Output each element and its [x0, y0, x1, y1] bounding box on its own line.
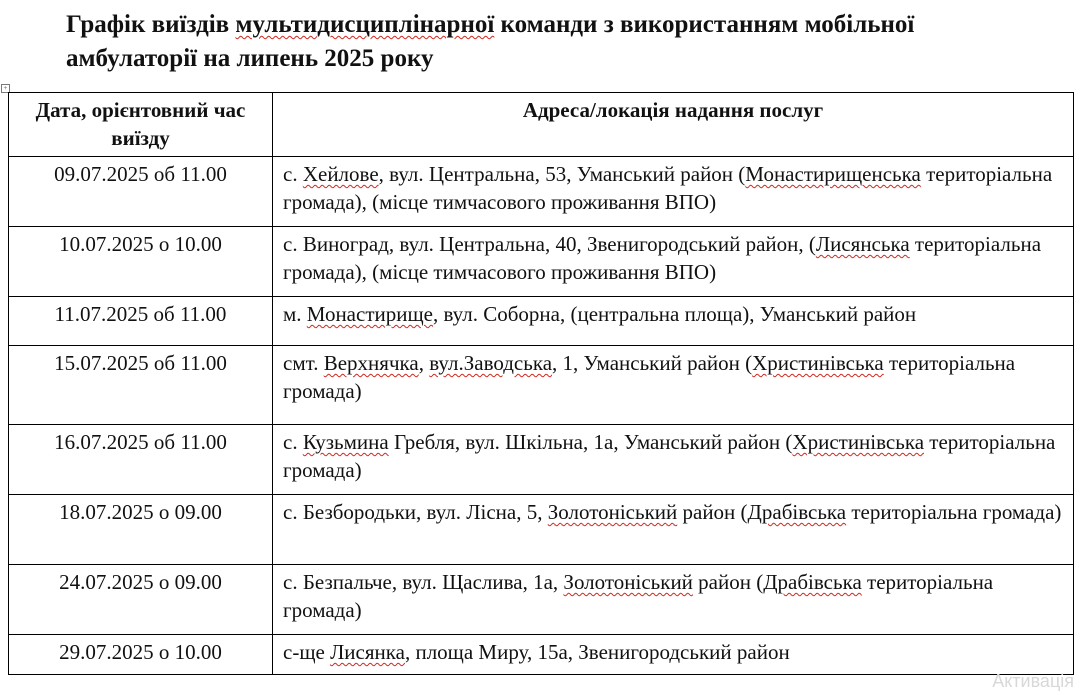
header-date: Дата, орієнтовний час виїзду	[9, 93, 273, 157]
title-line1-a: Графік виїздів	[66, 11, 236, 38]
row-address	[273, 157, 1074, 227]
title-line1-c: команди з використанням мобільної	[494, 11, 915, 38]
spellcheck-word: Кузьмина	[302, 430, 389, 454]
row-address	[273, 297, 1074, 346]
document-title	[66, 8, 1056, 76]
address-text: ,	[418, 351, 430, 375]
row-date: 16.07.2025 об 11.00	[9, 425, 273, 495]
table-row	[9, 227, 1074, 297]
address-text: територіальна громада), (місце тимчасового проживання ВПО)	[283, 162, 1053, 214]
spellcheck-word: Христинівська	[792, 430, 925, 454]
address-text: , вул. Соборна, (центральна площа), Уманський район	[432, 302, 917, 326]
table-header-row	[9, 93, 1074, 157]
activation-watermark: Активація	[992, 671, 1074, 691]
spellcheck-word: Христинівська	[752, 351, 884, 375]
row-address	[273, 227, 1074, 297]
row-date: 10.07.2025 о 10.00	[9, 227, 273, 297]
row-address	[273, 635, 1074, 675]
spellcheck-word: Лисянка	[330, 640, 405, 664]
table-body	[9, 157, 1074, 675]
header-address: Адреса/локація надання послуг	[273, 93, 1074, 157]
address-text: , вул. Центральна, 53, Уманський район (	[378, 162, 746, 186]
row-address	[273, 346, 1074, 425]
row-date: 15.07.2025 об 11.00	[9, 346, 273, 425]
row-address	[273, 565, 1074, 635]
address-text: м.	[283, 302, 307, 326]
table-row	[9, 495, 1074, 565]
spellcheck-word: Драбівська	[763, 570, 862, 594]
row-date: 11.07.2025 об 11.00	[9, 297, 273, 346]
address-text: територіальна громада), (місце тимчасового проживання ВПО)	[283, 232, 1042, 284]
address-text: с. Безбородьки, вул. Лісна, 5,	[283, 500, 548, 524]
row-date: 18.07.2025 о 09.00	[9, 495, 273, 565]
row-address	[273, 425, 1074, 495]
address-text: с-ще	[283, 640, 331, 664]
address-text: територіальна громада)	[283, 430, 1056, 482]
row-date: 24.07.2025 о 09.00	[9, 565, 273, 635]
address-text: район (	[692, 570, 764, 594]
address-text: смт.	[283, 351, 324, 375]
row-address	[273, 495, 1074, 565]
spellcheck-word: вул.Заводська	[429, 351, 553, 375]
title-line1-b: мультидисциплінарної	[235, 11, 495, 38]
spellcheck-word: Хейлове	[302, 162, 379, 186]
table-move-handle-icon[interactable]: +	[1, 84, 10, 93]
spellcheck-word: Лисянська	[815, 232, 910, 256]
table-row	[9, 565, 1074, 635]
address-text: територіальна громада)	[846, 500, 1062, 524]
row-date: 29.07.2025 о 10.00	[9, 635, 273, 675]
spellcheck-word: Верхнячка	[323, 351, 419, 375]
spellcheck-word: Золотоніський	[547, 500, 678, 524]
spellcheck-word: Драбівська	[747, 500, 847, 524]
address-text: район (	[677, 500, 748, 524]
row-date: 09.07.2025 об 11.00	[9, 157, 273, 227]
address-text: с.	[283, 162, 303, 186]
spellcheck-word: Монастирищенська	[745, 162, 921, 186]
address-text: , площа Миру, 15а, Звенигородський район	[404, 640, 790, 664]
schedule-table	[8, 92, 1074, 675]
address-text: с. Виноград, вул. Центральна, 40, Звенигородський район, (	[283, 232, 816, 256]
address-text: територіальна громада)	[283, 351, 1016, 403]
spellcheck-word: Монастирище	[306, 302, 433, 326]
address-text: с.	[283, 430, 303, 454]
address-text: Гребля, вул. Шкільна, 1а, Уманський район (	[388, 430, 793, 454]
spellcheck-word: Золотоніський	[563, 570, 693, 594]
table-row	[9, 297, 1074, 346]
table-row	[9, 635, 1074, 675]
address-text: , 1, Уманський район (	[552, 351, 753, 375]
address-text: територіальна громада)	[283, 570, 994, 622]
table-row	[9, 157, 1074, 227]
title-line2: амбулаторії на липень 2025 року	[66, 45, 434, 72]
table-row	[9, 425, 1074, 495]
address-text: с. Безпальче, вул. Щаслива, 1а,	[283, 570, 564, 594]
table-row	[9, 346, 1074, 425]
